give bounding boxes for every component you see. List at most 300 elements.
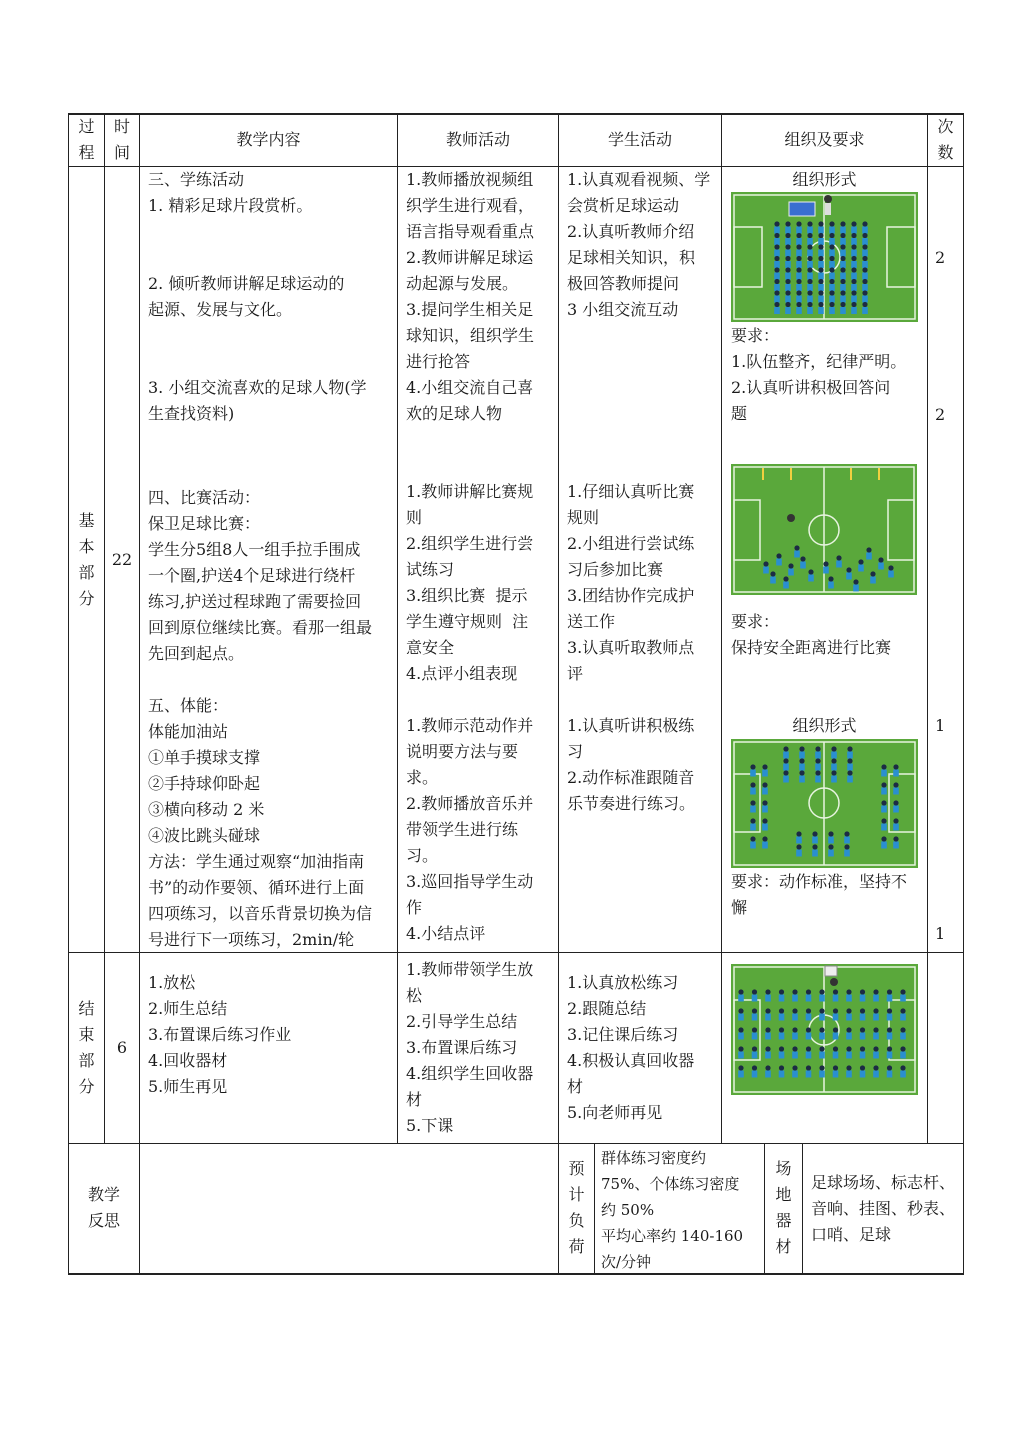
student-figure-body [762,824,768,831]
student-figure-body [815,764,821,771]
student-figure-body [763,567,769,574]
venue-value: 足球场场、标志杆、 音响、挂图、秒表、 口哨、足球 [811,1173,956,1244]
student-figure [806,989,811,994]
section5-times-1: 1 [935,716,946,735]
student-figure [881,764,886,769]
student-figure-body [796,238,802,245]
student-figure-body [873,1052,879,1059]
student-figure [878,557,883,562]
student-figure [779,1008,784,1013]
student-figure-body [785,261,791,268]
student-figure-body [851,250,857,257]
student-figure [812,844,817,849]
student-figure [860,1046,865,1051]
student-figure [831,746,836,751]
student-figure-body [846,1052,852,1059]
student-figure [776,553,781,558]
student-figure-body [900,1014,906,1021]
student-figure-body [738,1052,744,1059]
student-figure-body [831,776,837,783]
student-figure-body [829,238,835,245]
student-figure [818,256,823,261]
student-figure-body [829,296,835,303]
student-figure [860,989,865,994]
student-figure [765,1008,770,1013]
student-figure-body [860,1014,866,1021]
student-figure [738,989,743,994]
student-figure [862,256,867,261]
student-figure [774,256,779,261]
student-figure [818,233,823,238]
student-figure [887,1008,892,1013]
student-figure [779,1046,784,1051]
student-figure-body [750,788,756,795]
student-figure [840,290,845,295]
header-times: 次 数 [937,117,954,162]
student-figure-body [844,837,850,844]
student-figure-body [887,1052,893,1059]
ending-content: 1.放松 2.师生总结 3.布置课后练习作业 4.回收器材 5.师生再见 [148,973,292,1096]
student-figure-body [840,227,846,234]
student-figure-body [762,842,768,849]
student-figure-body [765,1071,771,1078]
student-figure-body [881,770,887,777]
student-figure-body [831,764,837,771]
student-figure-body [873,995,879,1002]
student-figure [796,844,801,849]
student-figure [862,290,867,295]
student-figure [738,1027,743,1032]
student-figure [796,279,801,284]
student-figure-body [783,582,789,589]
student-figure [833,1027,838,1032]
student-figure [844,844,849,849]
student-figure [851,221,856,226]
student-figure-body [799,776,805,783]
student-figure [873,1027,878,1032]
student-figure-body [750,842,756,849]
student-figure-body [853,585,859,592]
student-figure-body [792,1071,798,1078]
student-figure [887,1065,892,1070]
student-figure [774,233,779,238]
student-figure-body [796,837,802,844]
student-figure [833,1008,838,1013]
student-figure-body [828,850,834,857]
student-figure [750,818,755,823]
student-figure-body [818,250,824,257]
student-figure [750,764,755,769]
student-figure [796,302,801,307]
load-label: 预 计 负 荷 [568,1159,585,1256]
student-figure-body [862,227,868,234]
student-figure [818,279,823,284]
student-figure [765,1027,770,1032]
student-figure-body [807,261,813,268]
student-figure-body [887,1033,893,1040]
student-figure [847,746,852,751]
student-figure-body [862,307,868,314]
student-figure [840,267,845,272]
student-figure [806,1046,811,1051]
student-figure [762,764,767,769]
student-figure [893,836,898,841]
student-figure-body [783,764,789,771]
student-figure [819,1065,824,1070]
student-figure-body [779,995,785,1002]
student-figure-body [806,1052,812,1059]
student-figure [806,1027,811,1032]
student-figure [851,290,856,295]
student-figure-body [779,1052,785,1059]
student-figure-body [840,273,846,280]
student-figure-body [765,1033,771,1040]
student-figure [818,267,823,272]
student-figure-body [818,296,824,303]
student-figure [851,267,856,272]
student-figure [829,233,834,238]
student-figure [774,302,779,307]
student-figure-body [807,296,813,303]
student-figure-body [833,995,839,1002]
student-figure [779,1027,784,1032]
section5-org-title: 组织形式 [792,716,857,735]
student-figure-body [836,561,842,568]
student-figure-body [851,273,857,280]
student-figure-body [796,307,802,314]
student-figure-body [774,284,780,291]
student-figure [774,290,779,295]
student-figure-body [887,1014,893,1021]
student-figure [807,244,812,249]
student-figure-body [862,238,868,245]
student-figure [752,1027,757,1032]
student-figure [785,244,790,249]
student-figure [818,244,823,249]
student-figure-body [796,261,802,268]
student-figure-body [796,284,802,291]
student-figure [765,1046,770,1051]
student-figure-body [862,250,868,257]
section4-org-requirements: 要求： 保持安全距离进行比赛 [731,612,892,657]
ending-student: 1.认真放松练习 2.跟随总结 3.记住课后练习 4.积极认真回收器 材 5.向老师再见 [567,973,695,1122]
student-figure [836,555,841,560]
formation-diagram-1 [731,192,918,322]
student-figure-body [774,307,780,314]
student-figure [815,746,820,751]
student-figure-body [860,995,866,1002]
student-figure [873,1046,878,1051]
student-figure [823,561,828,566]
student-figure-body [823,567,829,574]
ending-formation-diagram [731,964,918,1095]
section3-org-requirements: 要求： 1.队伍整齐，纪律严明。 2.认真听讲积极回答问 题 [731,326,907,423]
student-figure [833,1046,838,1051]
student-figure [831,758,836,763]
student-figure [829,221,834,226]
student-figure-body [819,1014,825,1021]
student-figure [765,989,770,994]
student-figure [796,290,801,295]
student-figure [807,290,812,295]
student-figure-body [893,788,899,795]
student-figure [819,1008,824,1013]
student-figure-body [851,284,857,291]
student-figure [752,1008,757,1013]
student-figure-body [788,569,794,576]
student-figure-body [818,273,824,280]
ending-teacher: 1.教师带领学生放 松 2.引导学生总结 3.布置课后练习 4.组织学生回收器 材 5.下课 [406,960,534,1135]
student-figure-body [796,250,802,257]
student-figure-body [819,1033,825,1040]
student-figure [818,290,823,295]
student-figure [862,233,867,238]
student-figure [818,302,823,307]
student-figure-body [873,1033,879,1040]
student-figure-body [792,1052,798,1059]
student-figure [774,221,779,226]
student-figure [858,559,863,564]
student-figure [829,279,834,284]
student-figure [792,1027,797,1032]
student-figure-body [893,824,899,831]
student-figure [840,302,845,307]
student-figure-body [752,1033,758,1040]
student-figure [819,1046,824,1051]
student-figure [887,989,892,994]
section3-times-2: 2 [935,405,946,424]
student-figure-body [829,307,835,314]
section4-content: 四、比赛活动： 保卫足球比赛： 学生分5组8人一组手拉手围成 一个圈,护送4个足球进行绕杆 练习,护送过程球跑了需要捡回 回到原位继续比赛。看那一组最 先回到起点。 [148,488,373,663]
student-figure-body [900,1033,906,1040]
student-figure-body [833,1014,839,1021]
student-figure [881,836,886,841]
student-figure-body [893,770,899,777]
student-figure-body [829,273,835,280]
student-figure [808,569,813,574]
header-process: 过 程 [78,117,95,162]
student-figure [840,233,845,238]
student-figure-body [762,788,768,795]
student-figure-body [900,1071,906,1078]
student-figure [796,256,801,261]
student-figure-body [887,1071,893,1078]
student-figure-body [828,582,834,589]
student-figure-body [862,284,868,291]
student-figure [796,244,801,249]
student-figure [762,782,767,787]
header-time: 时 间 [113,117,130,162]
section4-teacher: 1.教师讲解比赛规 则 2.组织学生进行尝 试练习 3.组织比赛 提示 学生遵守规则 注 意安全 4.点评小组表现 [406,482,534,683]
student-figure [785,221,790,226]
student-figure-body [862,296,868,303]
student-figure-body [752,1014,758,1021]
student-figure-body [779,1033,785,1040]
student-figure-body [750,806,756,813]
student-figure [846,989,851,994]
student-figure-body [794,551,800,558]
student-figure-body [846,1033,852,1040]
student-figure-body [779,1071,785,1078]
student-figure [847,770,852,775]
student-figure [866,547,871,552]
student-figure-body [792,1014,798,1021]
student-figure-body [829,284,835,291]
student-figure [862,279,867,284]
section5-teacher: 1.教师示范动作并 说明要方法与要 求。 2.教师播放音乐并 带领学生进行练 习。 3.巡回指导学生动 作 4.小结点评 [406,716,534,943]
student-figure-body [800,562,806,569]
header-content: 教学内容 [236,130,301,149]
student-figure [833,1065,838,1070]
student-figure [847,758,852,763]
student-figure [792,1065,797,1070]
student-figure [774,279,779,284]
student-figure [846,567,851,572]
student-figure-body [785,250,791,257]
student-figure [738,1008,743,1013]
student-figure-body [806,1033,812,1040]
student-figure-body [881,806,887,813]
student-figure-body [829,227,835,234]
student-figure [860,1008,865,1013]
student-figure [828,844,833,849]
section4-student: 1.仔细认真听比赛 规则 2.小组进行尝试练 习后参加比赛 3.团结协作完成护 送工作 3.认真听取教师点 评 [567,482,695,683]
student-figure-body [851,296,857,303]
student-figure [763,561,768,566]
student-figure-body [878,563,884,570]
student-figure-body [900,1052,906,1059]
student-figure [851,279,856,284]
student-figure [840,279,845,284]
student-figure [807,279,812,284]
student-figure-body [873,1071,879,1078]
student-figure-body [783,776,789,783]
student-figure-body [840,284,846,291]
student-figure [785,290,790,295]
student-figure [851,302,856,307]
student-figure-body [807,273,813,280]
student-figure [828,576,833,581]
student-figure [881,800,886,805]
student-figure [819,989,824,994]
student-figure-body [738,1014,744,1021]
student-figure [807,302,812,307]
student-figure [829,267,834,272]
student-figure-body [796,227,802,234]
student-figure-body [819,1071,825,1078]
student-figure [807,221,812,226]
student-figure-body [818,284,824,291]
section3-teacher: 1.教师播放视频组 织学生进行观看， 语言指导观看重点 2.教师讲解足球运 动起源与发展。 3.提问学生相关足 球知识，组织学生 进行抢答 4.小组交流自己喜 欢的足球人物 [406,170,535,423]
student-figure [807,256,812,261]
student-figure-body [851,261,857,268]
section3-org-title: 组织形式 [792,170,857,189]
header-student: 学生活动 [607,130,672,149]
student-figure-body [840,307,846,314]
student-figure [900,1065,905,1070]
ending-process: 结 束 部 分 [78,999,95,1096]
student-figure-body [774,238,780,245]
student-figure-body [881,824,887,831]
student-figure-body [807,250,813,257]
student-figure-body [840,250,846,257]
student-figure [846,1065,851,1070]
student-figure [900,1027,905,1032]
section3-content: 三、学练活动 1. 精彩足球片段赏析。 2. 倾听教师讲解足球运动的 起源、发展与文化。 3. 小组交流喜欢的足球人物(学 生查找资料) [148,170,367,423]
student-figure-body [806,995,812,1002]
student-figure [846,1027,851,1032]
section3-student: 1.认真观看视频、学 会赏析足球运动 2.认真听教师介绍 足球相关知识，积 极回答教师提问 3 小组交流互动 [567,170,711,319]
student-figure-body [851,307,857,314]
student-figure [840,221,845,226]
student-figure-body [819,995,825,1002]
student-figure-body [833,1052,839,1059]
student-figure-body [785,273,791,280]
student-figure [762,818,767,823]
student-figure [829,290,834,295]
student-figure [788,563,793,568]
student-figure [851,256,856,261]
student-figure-body [783,752,789,759]
student-figure [893,782,898,787]
student-figure-body [812,837,818,844]
load-value: 群体练习密度约 75%、个体练习密度 约 50% 平均心率约 140-160 次/分钟 [601,1149,744,1271]
student-figure [799,770,804,775]
header-organization: 组织及要求 [784,130,865,149]
student-figure [807,233,812,238]
student-figure-body [774,227,780,234]
student-figure-body [840,296,846,303]
student-figure-body [785,307,791,314]
student-figure [762,800,767,805]
student-figure [887,1046,892,1051]
student-figure-body [851,227,857,234]
student-figure-body [888,571,894,578]
student-figure-body [812,850,818,857]
student-figure-body [799,752,805,759]
student-figure-body [900,995,906,1002]
student-figure-body [881,788,887,795]
student-figure [806,1008,811,1013]
student-figure [831,770,836,775]
student-figure-body [847,776,853,783]
student-figure-body [799,764,805,771]
student-figure [893,818,898,823]
student-figure [815,758,820,763]
student-figure [900,1008,905,1013]
student-figure-body [833,1033,839,1040]
student-figure [792,989,797,994]
student-figure-body [796,273,802,280]
section5-content: 五、体能： 体能加油站 ①单手摸球支撑 ②手持球仰卧起 ③横向移动 2 米 ④波比跳头碰球 方法：学生通过观察“加油指南 书”的动作要领、循环进行上面 四项练习，以音乐背景切换为信 号进行下一项练习，2min/轮 [148,696,373,949]
student-figure-body [785,227,791,234]
student-figure [900,989,905,994]
student-figure [829,256,834,261]
student-figure [873,989,878,994]
student-figure [806,1065,811,1070]
student-figure-body [785,284,791,291]
student-figure-body [774,250,780,257]
student-figure-body [792,1033,798,1040]
student-figure [812,831,817,836]
student-figure [738,1046,743,1051]
match-diagram [731,464,917,595]
student-figure-body [866,553,872,560]
student-figure-body [858,565,864,572]
student-figure [851,244,856,249]
student-figure-body [840,238,846,245]
student-figure [792,1008,797,1013]
